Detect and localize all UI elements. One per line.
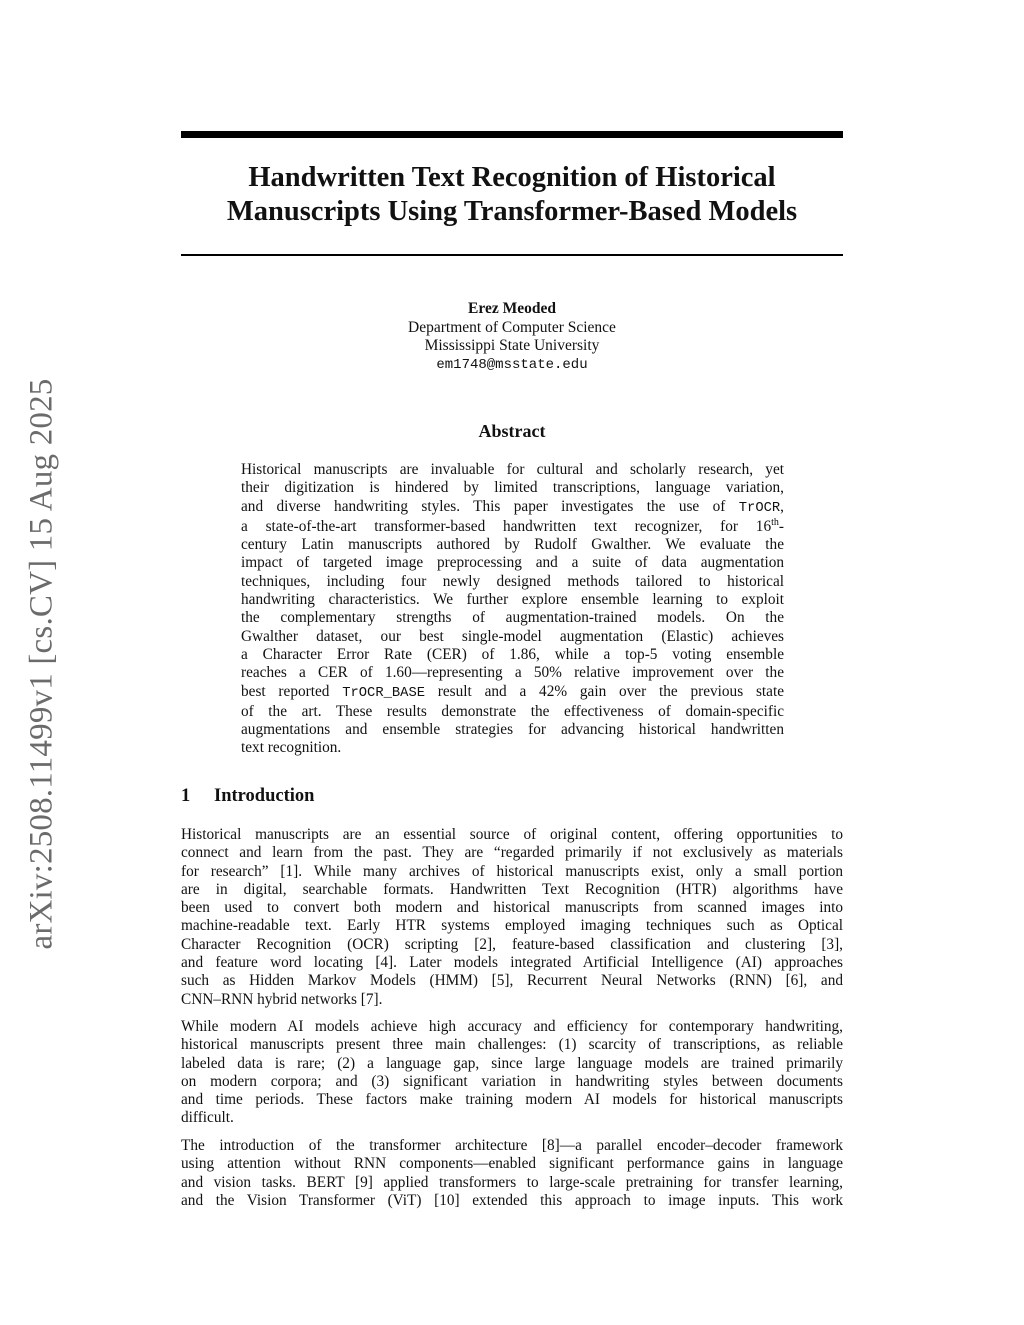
paragraph-line: and the Vision Transformer (ViT) [10] extended this approach to image inputs. This work: [181, 1191, 843, 1209]
paragraph-line: difficult.: [181, 1109, 234, 1127]
paragraph-line: using attention without RNN components—enabled significant performance gains in language: [181, 1155, 843, 1173]
paragraph-line: and time periods. These factors make training modern AI models for historical manuscripts: [181, 1091, 843, 1109]
paragraph-line: CNN–RNN hybrid networks [7].: [181, 990, 383, 1008]
abstract-line: a Character Error Rate (CER) of 1.86, while a top-5 voting ensemble: [241, 645, 784, 663]
paragraph-line: labeled data is rare; (2) a language gap, since large language models are trained primarily: [181, 1054, 843, 1072]
abstract-line: impact of targeted image preprocessing and a suite of data augmentation: [241, 554, 784, 572]
paragraph-line: While modern AI models achieve high accuracy and efficiency for contemporary handwriting,: [181, 1018, 843, 1035]
paragraph-line: historical manuscripts present three main challenges: (1) scarcity of transcriptions, as reliable: [181, 1036, 843, 1054]
arxiv-side-stamp: [20, 370, 64, 958]
paragraph: [181, 1018, 843, 1128]
section-heading: [181, 786, 843, 807]
abstract-text: ,: [780, 497, 784, 515]
paragraph-line: are in digital, searchable formats. Handwritten Text Recognition (HTR) algorithms have: [181, 880, 843, 898]
paragraph-line: machine-readable text. Early HTR systems employed imaging techniques such as Optical: [181, 917, 843, 935]
superscript: th: [771, 516, 779, 528]
abstract-text: -: [778, 517, 784, 535]
paragraph: [181, 826, 843, 1009]
abstract-line: reaches a CER of 1.60—representing a 50% relative improvement over the: [241, 664, 784, 682]
abstract-text: best reported: [241, 682, 330, 700]
abstract-body: [241, 461, 784, 758]
author-department: Department of Computer Science: [408, 318, 616, 336]
paragraph-line: been used to convert both modern and historical manuscripts from scanned images into: [181, 899, 843, 917]
abstract-line: century Latin manuscripts authored by Rudolf Gwalther. We evaluate the: [241, 536, 784, 554]
paragraph-line: Historical manuscripts are an essential source of original content, offering opportunities to: [181, 826, 843, 843]
title-line: Manuscripts Using Transformer-Based Models: [226, 196, 798, 227]
abstract-line: [241, 683, 784, 703]
abstract-line: text recognition.: [241, 739, 342, 757]
abstract-line: the complementary strengths of augmentation-trained models. On the: [241, 609, 784, 627]
title-top-rule: [181, 131, 843, 138]
paragraph-line: Character Recognition (OCR) scripting [2], feature-based classification and clustering [3],: [181, 935, 843, 953]
abstract-line: [241, 518, 784, 536]
paragraph-line: on modern corpora; and (3) significant variation in handwriting styles between documents: [181, 1072, 843, 1090]
author-email: em1748@msstate.edu: [436, 356, 588, 373]
abstract-line: handwriting characteristics. We further explore ensemble learning to exploit: [241, 591, 784, 609]
abstract-line: of the art. These results demonstrate the effectiveness of domain-specific: [241, 702, 784, 720]
paragraph-line: and feature word locating [4]. Later models integrated Artificial Intelligence (AI) approaches: [181, 954, 843, 972]
abstract-text: and diverse handwriting styles. This paper investigates the use of: [241, 497, 726, 515]
abstract-line: techniques, including four newly designed methods tailored to historical: [241, 572, 784, 590]
code-term: TrOCR_BASE: [342, 685, 425, 701]
abstract-line: augmentations and ensemble strategies for advancing historical handwritten: [241, 721, 784, 739]
paragraph-line: connect and learn from the past. They are “regarded primarily if not exclusively as materials: [181, 844, 843, 862]
code-term: TrOCR: [738, 500, 781, 516]
paragraph-line: and vision tasks. BERT [9] applied transformers to large-scale pretraining for transfer learning,: [181, 1173, 843, 1191]
title-line: Handwritten Text Recognition of Historical: [248, 162, 776, 193]
paragraph-line: such as Hidden Markov Models (HMM) [5], Recurrent Neural Networks (RNN) [6], and: [181, 972, 843, 990]
paper-title: [181, 161, 843, 229]
title-bottom-rule: [181, 254, 843, 256]
section-number: 1: [181, 786, 191, 806]
author-name: Erez Meoded: [468, 300, 556, 317]
arxiv-identifier: arXiv:2508.11499v1 [cs.CV] 15 Aug 2025: [23, 378, 60, 950]
abstract-line: Historical manuscripts are invaluable for cultural and scholarly research, yet: [241, 461, 784, 478]
paragraph-line: The introduction of the transformer architecture [8]—a parallel encoder–decoder framework: [181, 1137, 843, 1154]
paragraph: [181, 1137, 843, 1210]
author-university: Mississippi State University: [424, 337, 600, 354]
abstract-text: a state-of-the-art transformer-based handwritten text recognizer, for 16: [241, 517, 772, 535]
abstract-line: [241, 498, 784, 518]
abstract-line: Gwalther dataset, our best single-model augmentation (Elastic) achieves: [241, 627, 784, 645]
paragraph-line: for research” [1]. While many archives of historical manuscripts exist, only a small portion: [181, 862, 843, 880]
abstract-heading: Abstract: [478, 421, 546, 441]
section-title: Introduction: [214, 786, 315, 806]
abstract-text: result and a 42% gain over the previous state: [437, 682, 784, 700]
author-block: [181, 300, 843, 374]
abstract-line: their digitization is hindered by limited transcriptions, language variation,: [241, 479, 784, 497]
